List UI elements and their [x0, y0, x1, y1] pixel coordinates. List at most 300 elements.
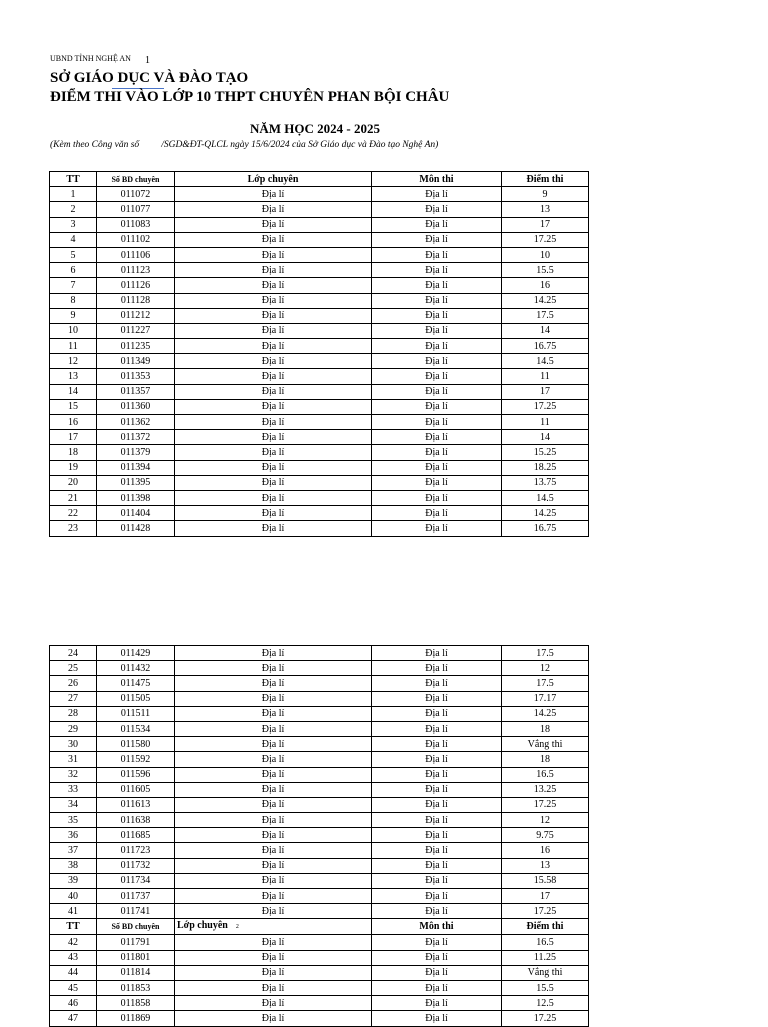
cell-exam-subject: Địa lí [372, 752, 502, 767]
cell-exam-score: 10 [502, 247, 589, 262]
cell-exam-score: 15.5 [502, 263, 589, 278]
cell-candidate-number: 011734 [97, 873, 175, 888]
cell-exam-subject: Địa lí [372, 460, 502, 475]
cell-candidate-number: 011723 [97, 843, 175, 858]
cell-exam-subject: Địa lí [372, 904, 502, 919]
cell-exam-subject: Địa lí [372, 889, 502, 904]
cell-candidate-number: 011596 [97, 767, 175, 782]
table-row [50, 706, 589, 721]
cell-candidate-number: 011432 [97, 661, 175, 676]
cell-exam-subject: Địa lí [372, 187, 502, 202]
cell-exam-subject: Địa lí [372, 661, 502, 676]
cell-tt: 47 [50, 1011, 97, 1026]
cell-exam-score: 14.5 [502, 490, 589, 505]
cell-exam-score: 18 [502, 721, 589, 736]
header-specialized-class-label: Lớp chuyên [177, 920, 228, 932]
cell-candidate-number: 011235 [97, 339, 175, 354]
cell-specialized-class: Địa lí [175, 384, 372, 399]
table-row [50, 187, 589, 202]
cell-specialized-class: Địa lí [175, 661, 372, 676]
cell-tt: 33 [50, 782, 97, 797]
cell-exam-score: 14 [502, 430, 589, 445]
cell-specialized-class: Địa lí [175, 813, 372, 828]
cell-exam-score: 13.25 [502, 782, 589, 797]
cell-tt: 30 [50, 737, 97, 752]
cell-exam-score: 15.5 [502, 980, 589, 995]
cell-tt: 40 [50, 889, 97, 904]
cell-specialized-class: Địa lí [175, 521, 372, 536]
cell-specialized-class: Địa lí [175, 965, 372, 980]
cell-exam-score: 13 [502, 202, 589, 217]
cell-candidate-number: 011398 [97, 490, 175, 505]
table-row [50, 782, 589, 797]
table-row [50, 460, 589, 475]
cell-tt: 42 [50, 935, 97, 950]
cell-specialized-class: Địa lí [175, 323, 372, 338]
table-row [50, 399, 589, 414]
table-row [50, 996, 589, 1011]
cell-tt: 14 [50, 384, 97, 399]
cell-candidate-number: 011858 [97, 996, 175, 1011]
table-row [50, 323, 589, 338]
cell-exam-subject: Địa lí [372, 935, 502, 950]
cell-exam-subject: Địa lí [372, 293, 502, 308]
table-row [50, 813, 589, 828]
table-row [50, 661, 589, 676]
cell-candidate-number: 011372 [97, 430, 175, 445]
header-footnote-mark: 2 [235, 924, 239, 931]
table-row [50, 721, 589, 736]
cell-tt: 15 [50, 399, 97, 414]
cell-candidate-number: 011869 [97, 1011, 175, 1026]
cell-exam-score: 17.5 [502, 308, 589, 323]
cell-exam-score: 15.25 [502, 445, 589, 460]
cell-candidate-number: 011362 [97, 415, 175, 430]
cell-candidate-number: 011737 [97, 889, 175, 904]
cell-exam-subject: Địa lí [372, 354, 502, 369]
header-exam-subject: Môn thi [372, 919, 502, 935]
table-row [50, 737, 589, 752]
header-tt: TT [50, 919, 97, 935]
cell-candidate-number: 011083 [97, 217, 175, 232]
cell-exam-subject: Địa lí [372, 1011, 502, 1026]
cell-specialized-class: Địa lí [175, 752, 372, 767]
cell-specialized-class: Địa lí [175, 430, 372, 445]
cell-exam-score: 16.75 [502, 521, 589, 536]
cell-exam-score: 13.75 [502, 475, 589, 490]
cell-candidate-number: 011605 [97, 782, 175, 797]
cell-exam-subject: Địa lí [372, 430, 502, 445]
table-row [50, 843, 589, 858]
cell-specialized-class: Địa lí [175, 247, 372, 262]
cell-exam-subject: Địa lí [372, 339, 502, 354]
cell-tt: 11 [50, 339, 97, 354]
cell-specialized-class: Địa lí [175, 308, 372, 323]
cell-tt: 6 [50, 263, 97, 278]
cell-candidate-number: 011404 [97, 506, 175, 521]
cell-tt: 43 [50, 950, 97, 965]
cell-specialized-class: Địa lí [175, 706, 372, 721]
cell-tt: 4 [50, 232, 97, 247]
cell-candidate-number: 011360 [97, 399, 175, 414]
cell-exam-subject: Địa lí [372, 415, 502, 430]
cell-candidate-number: 011475 [97, 676, 175, 691]
cell-specialized-class: Địa lí [175, 217, 372, 232]
cell-candidate-number: 011123 [97, 263, 175, 278]
table-row [50, 308, 589, 323]
cell-tt: 38 [50, 858, 97, 873]
cell-exam-subject: Địa lí [372, 369, 502, 384]
header-specialized-class [175, 919, 372, 935]
header-candidate-number: Số BD chuyên [97, 919, 175, 935]
table-row [50, 475, 589, 490]
cell-exam-subject: Địa lí [372, 721, 502, 736]
cell-exam-score: 18 [502, 752, 589, 767]
table-row [50, 873, 589, 888]
header-candidate-number: Số BD chuyên [97, 172, 175, 187]
document-title: ĐIỂM THI VÀO LỚP 10 THPT CHUYÊN PHAN BỘI CHÂU [50, 89, 450, 105]
cell-tt: 23 [50, 521, 97, 536]
cell-specialized-class: Địa lí [175, 506, 372, 521]
table-row [50, 889, 589, 904]
cell-candidate-number: 011106 [97, 247, 175, 262]
cell-specialized-class: Địa lí [175, 232, 372, 247]
cell-specialized-class: Địa lí [175, 828, 372, 843]
cell-tt: 41 [50, 904, 97, 919]
cell-exam-subject: Địa lí [372, 676, 502, 691]
cell-tt: 3 [50, 217, 97, 232]
cell-candidate-number: 011814 [97, 965, 175, 980]
cell-exam-score: 16 [502, 843, 589, 858]
cell-candidate-number: 011534 [97, 721, 175, 736]
cell-candidate-number: 011379 [97, 445, 175, 460]
cell-tt: 10 [50, 323, 97, 338]
cell-exam-subject: Địa lí [372, 843, 502, 858]
cell-specialized-class: Địa lí [175, 369, 372, 384]
cell-tt: 25 [50, 661, 97, 676]
cell-exam-subject: Địa lí [372, 521, 502, 536]
cell-tt: 22 [50, 506, 97, 521]
table-row [50, 858, 589, 873]
cell-exam-score: 18.25 [502, 460, 589, 475]
table-row [50, 950, 589, 965]
agency-name: UBND TỈNH NGHỆ AN [50, 54, 131, 63]
table-row [50, 521, 589, 536]
cell-exam-score: 12.5 [502, 996, 589, 1011]
cell-exam-subject: Địa lí [372, 445, 502, 460]
cell-exam-subject: Địa lí [372, 980, 502, 995]
cell-exam-subject: Địa lí [372, 384, 502, 399]
table-row [50, 752, 589, 767]
school-year: NĂM HỌC 2024 - 2025 [250, 121, 380, 136]
cell-exam-subject: Địa lí [372, 737, 502, 752]
cell-exam-subject: Địa lí [372, 813, 502, 828]
department-title: SỞ GIÁO DỤC VÀ ĐÀO TẠO [50, 70, 249, 86]
cell-specialized-class: Địa lí [175, 737, 372, 752]
cell-tt: 19 [50, 460, 97, 475]
cell-exam-subject: Địa lí [372, 278, 502, 293]
cell-specialized-class: Địa lí [175, 950, 372, 965]
cell-exam-subject: Địa lí [372, 873, 502, 888]
cell-tt: 29 [50, 721, 97, 736]
cell-candidate-number: 011613 [97, 797, 175, 812]
cell-candidate-number: 011395 [97, 475, 175, 490]
header-specialized-class: Lớp chuyên [175, 172, 372, 187]
cell-tt: 44 [50, 965, 97, 980]
table-row [50, 232, 589, 247]
cell-specialized-class: Địa lí [175, 445, 372, 460]
table-row [50, 676, 589, 691]
table-row [50, 293, 589, 308]
cell-specialized-class: Địa lí [175, 691, 372, 706]
table-row [50, 278, 589, 293]
cell-tt: 46 [50, 996, 97, 1011]
cell-tt: 9 [50, 308, 97, 323]
cell-tt: 5 [50, 247, 97, 262]
cell-specialized-class: Địa lí [175, 980, 372, 995]
table-row [50, 339, 589, 354]
cell-exam-score: 13 [502, 858, 589, 873]
cell-candidate-number: 011077 [97, 202, 175, 217]
table-row [50, 797, 589, 812]
cell-candidate-number: 011741 [97, 904, 175, 919]
reference-note [50, 140, 438, 150]
cell-exam-score: 16.75 [502, 339, 589, 354]
reference-note-part2: /SGD&ĐT-QLCL ngày 15/6/2024 của Sở Giáo dục và Đào tạo Nghệ An) [161, 140, 439, 150]
table-row [50, 691, 589, 706]
cell-candidate-number: 011511 [97, 706, 175, 721]
cell-specialized-class: Địa lí [175, 843, 372, 858]
cell-specialized-class: Địa lí [175, 782, 372, 797]
cell-exam-subject: Địa lí [372, 323, 502, 338]
header-exam-score: Điểm thi [502, 919, 589, 935]
cell-exam-score: 11 [502, 369, 589, 384]
cell-exam-score: 17 [502, 217, 589, 232]
cell-tt: 12 [50, 354, 97, 369]
cell-specialized-class: Địa lí [175, 767, 372, 782]
cell-candidate-number: 011853 [97, 980, 175, 995]
cell-exam-subject: Địa lí [372, 506, 502, 521]
cell-exam-score: 12 [502, 661, 589, 676]
cell-tt: 37 [50, 843, 97, 858]
cell-candidate-number: 011638 [97, 813, 175, 828]
table-row [50, 263, 589, 278]
cell-candidate-number: 011685 [97, 828, 175, 843]
cell-tt: 26 [50, 676, 97, 691]
table-row [50, 935, 589, 950]
table-row [50, 247, 589, 262]
cell-exam-score: 17 [502, 889, 589, 904]
table-row [50, 767, 589, 782]
table-row [50, 202, 589, 217]
table-row [50, 965, 589, 980]
cell-exam-subject: Địa lí [372, 767, 502, 782]
cell-exam-score: 9.75 [502, 828, 589, 843]
cell-specialized-class: Địa lí [175, 646, 372, 661]
table-row [50, 828, 589, 843]
cell-exam-subject: Địa lí [372, 490, 502, 505]
cell-tt: 20 [50, 475, 97, 490]
cell-exam-score: 11 [502, 415, 589, 430]
scores-table-part2 [49, 645, 589, 1027]
cell-exam-score: 16.5 [502, 935, 589, 950]
cell-exam-subject: Địa lí [372, 950, 502, 965]
cell-exam-subject: Địa lí [372, 247, 502, 262]
cell-exam-subject: Địa lí [372, 217, 502, 232]
cell-exam-subject: Địa lí [372, 858, 502, 873]
cell-exam-score: 17.5 [502, 646, 589, 661]
cell-tt: 24 [50, 646, 97, 661]
cell-candidate-number: 011102 [97, 232, 175, 247]
cell-candidate-number: 011126 [97, 278, 175, 293]
cell-exam-subject: Địa lí [372, 782, 502, 797]
cell-specialized-class: Địa lí [175, 293, 372, 308]
cell-exam-score: Vắng thi [502, 965, 589, 980]
cell-specialized-class: Địa lí [175, 202, 372, 217]
cell-exam-score: 16 [502, 278, 589, 293]
cell-candidate-number: 011394 [97, 460, 175, 475]
cell-tt: 21 [50, 490, 97, 505]
cell-tt: 13 [50, 369, 97, 384]
cell-exam-subject: Địa lí [372, 828, 502, 843]
cell-exam-subject: Địa lí [372, 399, 502, 414]
header-exam-score: Điểm thi [502, 172, 589, 187]
cell-exam-subject: Địa lí [372, 691, 502, 706]
cell-exam-subject: Địa lí [372, 797, 502, 812]
cell-exam-score: 16.5 [502, 767, 589, 782]
cell-specialized-class: Địa lí [175, 475, 372, 490]
cell-exam-subject: Địa lí [372, 475, 502, 490]
cell-exam-score: 17.25 [502, 232, 589, 247]
cell-exam-score: 17.25 [502, 904, 589, 919]
cell-specialized-class: Địa lí [175, 399, 372, 414]
table-row [50, 217, 589, 232]
cell-specialized-class: Địa lí [175, 721, 372, 736]
cell-specialized-class: Địa lí [175, 889, 372, 904]
cell-tt: 34 [50, 797, 97, 812]
cell-specialized-class: Địa lí [175, 797, 372, 812]
cell-specialized-class: Địa lí [175, 935, 372, 950]
cell-tt: 18 [50, 445, 97, 460]
cell-exam-score: Vắng thi [502, 737, 589, 752]
cell-specialized-class: Địa lí [175, 278, 372, 293]
cell-specialized-class: Địa lí [175, 339, 372, 354]
header-exam-subject: Môn thi [372, 172, 502, 187]
cell-exam-score: 14.25 [502, 293, 589, 308]
cell-candidate-number: 011592 [97, 752, 175, 767]
cell-tt: 28 [50, 706, 97, 721]
cell-candidate-number: 011429 [97, 646, 175, 661]
cell-specialized-class: Địa lí [175, 263, 372, 278]
cell-specialized-class: Địa lí [175, 490, 372, 505]
cell-candidate-number: 011128 [97, 293, 175, 308]
page-number: 1 [145, 55, 150, 66]
cell-candidate-number: 011353 [97, 369, 175, 384]
cell-tt: 16 [50, 415, 97, 430]
cell-tt: 35 [50, 813, 97, 828]
cell-tt: 45 [50, 980, 97, 995]
cell-exam-score: 17.5 [502, 676, 589, 691]
cell-exam-score: 14.25 [502, 706, 589, 721]
table-row [50, 904, 589, 919]
cell-tt: 2 [50, 202, 97, 217]
cell-candidate-number: 011580 [97, 737, 175, 752]
cell-specialized-class: Địa lí [175, 1011, 372, 1026]
cell-exam-subject: Địa lí [372, 996, 502, 1011]
cell-candidate-number: 011357 [97, 384, 175, 399]
cell-candidate-number: 011212 [97, 308, 175, 323]
header-tt: TT [50, 172, 97, 187]
cell-tt: 31 [50, 752, 97, 767]
cell-exam-subject: Địa lí [372, 202, 502, 217]
cell-exam-score: 17.25 [502, 797, 589, 812]
table-row [50, 490, 589, 505]
cell-specialized-class: Địa lí [175, 904, 372, 919]
cell-specialized-class: Địa lí [175, 460, 372, 475]
cell-exam-subject: Địa lí [372, 646, 502, 661]
cell-tt: 7 [50, 278, 97, 293]
cell-specialized-class: Địa lí [175, 858, 372, 873]
cell-exam-score: 14.25 [502, 506, 589, 521]
cell-exam-score: 15.58 [502, 873, 589, 888]
table-row [50, 980, 589, 995]
cell-candidate-number: 011227 [97, 323, 175, 338]
table-header-row [50, 172, 589, 187]
reference-note-part1: (Kèm theo Công văn số [50, 140, 140, 150]
cell-specialized-class: Địa lí [175, 187, 372, 202]
cell-tt: 27 [50, 691, 97, 706]
cell-exam-score: 9 [502, 187, 589, 202]
cell-candidate-number: 011072 [97, 187, 175, 202]
cell-exam-score: 14.5 [502, 354, 589, 369]
cell-specialized-class: Địa lí [175, 873, 372, 888]
cell-tt: 8 [50, 293, 97, 308]
cell-exam-subject: Địa lí [372, 263, 502, 278]
cell-candidate-number: 011791 [97, 935, 175, 950]
cell-exam-score: 12 [502, 813, 589, 828]
cell-exam-subject: Địa lí [372, 232, 502, 247]
cell-tt: 36 [50, 828, 97, 843]
cell-tt: 17 [50, 430, 97, 445]
table-row [50, 430, 589, 445]
cell-exam-score: 17.25 [502, 399, 589, 414]
cell-specialized-class: Địa lí [175, 996, 372, 1011]
cell-exam-score: 11.25 [502, 950, 589, 965]
cell-exam-subject: Địa lí [372, 706, 502, 721]
cell-candidate-number: 011349 [97, 354, 175, 369]
scores-table-part1 [49, 171, 589, 537]
table-row [50, 445, 589, 460]
cell-exam-subject: Địa lí [372, 965, 502, 980]
cell-candidate-number: 011505 [97, 691, 175, 706]
table-row [50, 646, 589, 661]
cell-exam-score: 14 [502, 323, 589, 338]
table-row [50, 354, 589, 369]
cell-candidate-number: 011428 [97, 521, 175, 536]
table-row [50, 369, 589, 384]
cell-tt: 32 [50, 767, 97, 782]
table-row [50, 506, 589, 521]
cell-specialized-class: Địa lí [175, 354, 372, 369]
table-row [50, 415, 589, 430]
cell-tt: 39 [50, 873, 97, 888]
cell-exam-score: 17 [502, 384, 589, 399]
cell-specialized-class: Địa lí [175, 415, 372, 430]
cell-exam-score: 17.17 [502, 691, 589, 706]
cell-exam-subject: Địa lí [372, 308, 502, 323]
table-row [50, 384, 589, 399]
cell-specialized-class: Địa lí [175, 676, 372, 691]
